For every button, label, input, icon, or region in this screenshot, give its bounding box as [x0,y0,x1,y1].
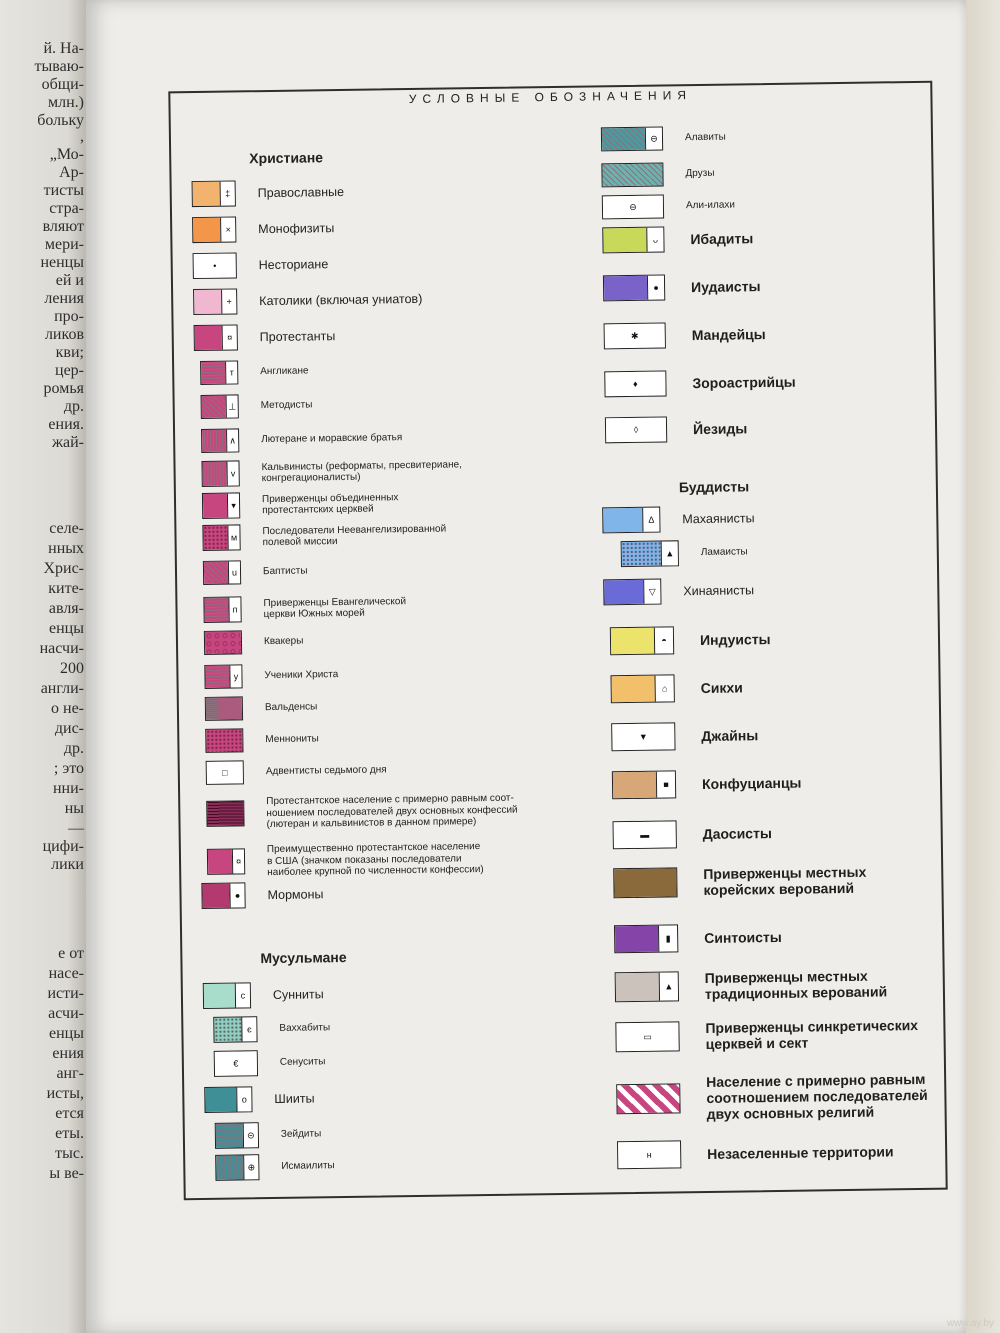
legend-label: Адвентисты седьмого дня [265,764,387,778]
legend-label: Джайны [701,727,759,744]
left-page-line: Хрис- [43,560,84,577]
swatch-fill [216,1123,243,1147]
legend-label: Исмаилиты [281,1160,335,1173]
legend-item [616,1071,928,1124]
legend-swatch [204,664,242,689]
legend-swatch [603,274,665,301]
legend-swatch [201,428,239,453]
left-page-line: 200 [60,660,84,677]
legend-label: Приверженцы объединенных протестантских церквей [261,491,399,517]
left-page-line: насчи- [39,640,84,657]
legend-item [604,369,796,398]
legend-symbol: ⊕ [243,1155,258,1179]
watermark: www.ay.by [946,1318,994,1329]
legend-label: Иудаисты [690,278,761,296]
swatch-fill [603,508,642,533]
legend-swatch [603,579,661,606]
legend-item [610,625,771,655]
legend-swatch [203,596,241,623]
swatch-fill [612,676,655,703]
legend-symbol: ⌂ [655,675,674,701]
left-page-line: ромья [43,380,84,397]
left-page-line: „Мо- [49,146,84,163]
left-page-line: Ар- [59,164,84,181]
legend-title: УСЛОВНЫЕ ОБОЗНАЧЕНИЯ [170,85,930,110]
left-page-line: нных [48,540,84,557]
legend-swatch [201,882,245,909]
swatch-fill [194,290,221,314]
legend-item [612,769,802,800]
legend-item [602,505,755,533]
legend-symbol: є [241,1017,256,1041]
legend-item [615,1017,918,1053]
legend-label: Православные [257,184,345,200]
legend-symbol: ᴗ [646,227,663,251]
left-page-line: тываю- [34,58,84,75]
legend-swatch [605,416,667,443]
legend-label: Протестанты [259,328,336,344]
legend-label: Меннониты [265,733,319,746]
legend-item [605,415,748,443]
legend-label: Приверженцы Евангелической церкви Южных морей [263,595,407,621]
swatch-fill [613,772,656,799]
legend-symbol: ¤ [232,850,244,874]
legend-swatch [617,1140,681,1169]
legend-symbol: ■ [656,771,675,797]
legend-item [203,981,324,1009]
swatch-fill [203,494,227,518]
legend-label: Приверженцы местных традиционных верований [704,967,888,1003]
left-page-line: е от [58,945,84,962]
legend-label: Друзы [685,168,715,180]
legend-label: Лютеране и моравские братья [261,432,403,446]
legend-item [204,1085,314,1113]
legend-symbol: ⊝ [243,1123,258,1147]
legend-item [192,179,345,207]
legend-label: Йезиды [692,420,748,438]
legend-swatch [601,162,663,187]
swatch-fill [204,598,228,622]
header-christians: Христиане [249,149,324,167]
legend-swatch [205,728,243,753]
swatch-fill [193,182,220,206]
left-page-line: др. [63,398,84,415]
swatch-fill [202,884,229,908]
legend-symbol: ‡ [220,181,235,205]
legend-swatch [193,288,237,315]
left-page-line: исты, [46,1085,84,1102]
legend-label: Последователи Неевангелизированной полевой миссии [262,523,447,549]
legend-symbol: ⊖ [603,195,663,218]
legend-label: Ваххабиты [279,1022,331,1035]
swatch-fill [202,396,226,418]
legend-label: Приверженцы синкретических церквей и сект [705,1017,919,1053]
legend-item [617,1137,894,1169]
left-page-line: др. [63,740,84,757]
legend-label: Зороастрийцы [692,373,796,392]
legend-symbol: п [228,597,240,621]
header-muslims: Мусульмане [260,948,347,967]
legend-swatch [215,1154,259,1181]
legend-symbol: ∧ [226,429,238,451]
left-page-line: ненцы [40,254,84,271]
legend-symbol: Δ [642,508,659,532]
legend-symbol: ● [647,275,664,299]
swatch-fill [622,542,661,567]
swatch-fill [206,729,242,752]
swatch-fill [205,1088,236,1112]
legend-label: Вальденсы [264,701,318,714]
left-page-line: насе- [48,965,84,982]
legend-swatch [614,924,678,953]
left-page-line: вляют [42,218,84,235]
legend-item [203,559,308,584]
legend-swatch [604,370,666,397]
legend-swatch [206,760,244,785]
swatch-fill [611,628,654,655]
legend-label: Али-илахи [685,199,736,212]
legend-item [200,359,309,385]
swatch-fill [615,926,658,953]
legend-symbol: ▬ [614,821,676,848]
legend-item [603,273,761,301]
legend-symbol: • [194,253,236,278]
legend-item [604,321,766,349]
legend-frame [168,81,947,1201]
legend-swatch [201,394,239,419]
legend-label: Сенуситы [279,1056,326,1069]
swatch-fill [604,580,643,605]
legend-symbol: ▲ [659,972,678,1000]
legend-label: Ибадиты [690,230,754,248]
legend-swatch [612,770,676,799]
legend-label: Мандейцы [691,326,766,344]
left-page-line: ления [44,290,84,307]
legend-label: Зейдиты [280,1128,322,1141]
swatch-fill [602,128,645,151]
left-page-line: нни- [52,780,84,797]
left-page-line: ; это [53,760,84,777]
legend-item [192,215,334,243]
legend-label: Баптисты [262,565,308,578]
legend-symbol: у [229,665,241,687]
legend-item [601,126,726,152]
left-page-line: ы ве- [49,1165,84,1182]
legend-item [214,1049,326,1077]
swatch-fill [616,973,659,1002]
legend-swatch [194,324,238,351]
legend-item [614,923,782,953]
legend-symbol: ⊖ [645,128,662,150]
legend-item [613,864,866,900]
legend-item [615,967,888,1003]
legend-swatch [615,971,679,1002]
legend-item [201,393,313,419]
swatch-fill [205,631,241,654]
legend-symbol: ▽ [643,580,660,604]
swatch-fill [614,868,676,897]
legend-label: Квакеры [263,635,304,648]
left-page-line: стра- [49,200,84,217]
left-page-line: тисты [43,182,84,199]
legend-symbol: ¤ [222,325,237,349]
legend-symbol: т [225,361,237,383]
legend-symbol: + [221,289,236,313]
legend-swatch [192,216,236,243]
swatch-fill [205,666,229,688]
swatch-fill [602,163,662,186]
swatch-fill [207,802,243,827]
left-page-line: жай- [51,434,84,451]
left-page-line: енцы [49,1025,84,1042]
legend-item [204,630,304,655]
legend-swatch [203,982,251,1009]
legend-symbol: ✱ [605,323,665,348]
legend-item [601,162,714,188]
legend-swatch [200,360,238,385]
legend-label: Индуисты [699,630,771,648]
legend-item [193,286,422,315]
left-page-line: авля- [48,600,84,617]
legend-item [207,841,484,879]
swatch-fill [206,697,242,720]
legend-symbol: с [235,983,250,1007]
left-page-line: енцы [49,620,84,637]
legend-label: Хинаянисты [683,583,755,599]
legend-item [215,1153,335,1181]
legend-label: Алавиты [684,131,726,144]
legend-swatch [214,1050,258,1077]
legend-swatch [611,722,675,751]
legend-item [610,673,743,703]
legend-symbol: ▭ [616,1022,678,1051]
left-page-line: больку [37,112,84,129]
legend-swatch [204,1086,252,1113]
legend-swatch [601,126,663,151]
swatch-fill [204,562,228,584]
left-page-line: ения [52,1045,84,1062]
legend-label: Приверженцы местных корейских верований [703,863,867,899]
legend-label: Население с примерно равным соотношением последователей двух основных религий [706,1070,928,1123]
legend-item [202,490,399,519]
legend-symbol: ⊥ [226,395,238,417]
legend-label: Конфуцианцы [701,774,802,792]
book-page [86,0,966,1333]
swatch-fill [216,1155,243,1179]
legend-label: Сунниты [272,987,324,1002]
swatch-fill [203,526,227,550]
legend-item [213,1015,330,1043]
legend-swatch [213,1016,257,1043]
legend-symbol: о [236,1087,251,1111]
legend-symbol: € [215,1051,257,1076]
legend-item [194,323,336,351]
legend-swatch [616,1083,680,1114]
legend-label: Монофизиты [258,220,335,236]
legend-symbol: ◊ [606,417,666,442]
legend-swatch [204,630,242,655]
legend-symbol: ● [229,883,244,907]
legend-label: Протестантское население с примерно равным соот- ношением последователей двух основных конфессий (лютеран и кальвинистов в данном примере) [266,792,518,831]
swatch-fill [604,276,647,301]
legend-item [201,457,462,487]
left-page-text [0,0,90,1333]
left-page-line: селе- [49,520,84,537]
swatch-fill [214,1017,241,1041]
left-page-line: млн.) [48,94,84,111]
legend-symbol: u [228,561,240,583]
left-page-line: цифи- [42,838,84,855]
left-page-line: о не- [51,700,84,717]
legend-swatch [610,674,674,703]
left-page-line: тыс. [55,1145,84,1162]
swatch-fill [202,462,226,486]
legend-label: Методисты [260,399,313,412]
legend-symbol: ◓ [654,627,673,653]
legend-item [602,225,753,253]
legend-item [602,193,735,219]
legend-item [215,1121,322,1148]
legend-swatch [202,492,240,519]
swatch-fill [617,1084,679,1113]
left-page-line: ны [64,800,84,817]
legend-symbol: × [220,217,235,241]
legend-swatch [602,226,664,253]
legend-swatch [610,626,674,655]
left-page-line: цер- [55,362,84,379]
legend-item [204,663,338,689]
legend-item [613,819,773,849]
left-page-line: ения. [48,416,84,433]
legend-swatch [202,524,240,551]
swatch-fill [201,362,225,384]
legend-item [603,577,754,605]
left-page-line: ликов [44,326,84,343]
left-page-line: ется [55,1105,84,1122]
legend-swatch [203,560,241,585]
legend-label: Англикане [260,365,309,378]
legend-symbol: ▾ [227,493,239,517]
left-page-line: анг- [56,1065,84,1082]
legend-swatch [215,1122,259,1149]
legend-label: Синтоисты [704,928,782,946]
left-page-line: англи- [40,680,84,697]
legend-swatch [201,460,239,487]
legend-label: Махаянисты [682,511,755,527]
legend-swatch [192,180,236,207]
legend-symbol: ▮ [658,925,677,951]
left-page-line: ките- [48,580,84,597]
swatch-fill [202,430,226,452]
swatch-fill [603,228,646,253]
legend-item [205,695,318,721]
legend-label: Даосисты [702,824,772,842]
legend-label: Ламаисты [700,546,748,559]
left-page-line: исти- [47,985,84,1002]
legend-symbol: □ [207,761,243,784]
legend-item [205,727,319,753]
legend-label: Мормоны [267,887,324,902]
left-page-line: кви; [55,344,84,361]
legend-item [203,594,406,623]
legend-label: Шииты [274,1091,315,1106]
legend-item [193,251,329,279]
legend-item [201,881,323,909]
left-page-line: про- [54,308,84,325]
legend-label: Незаселенные территории [707,1143,894,1162]
legend-item [202,522,446,551]
left-page-line: лики [51,856,84,873]
legend-item [621,539,748,567]
legend-symbol: ▼ [612,723,674,750]
left-page-line: й. На- [43,40,84,57]
legend-swatch [613,820,677,849]
legend-item [206,793,518,832]
left-page-line: — [68,820,84,837]
legend-item [201,426,402,453]
legend-label: Сикхи [700,679,743,696]
legend-symbol: ♦ [605,371,665,396]
legend-item [611,721,758,751]
left-page-line: , [80,128,84,145]
swatch-fill [195,326,222,350]
legend-symbol: ▲ [661,541,678,565]
legend-item [206,758,387,785]
swatch-fill [204,984,235,1008]
legend-label: Католики (включая униатов) [259,291,423,308]
left-page-line: асчи- [48,1005,84,1022]
legend-swatch [615,1021,679,1052]
legend-swatch [207,849,245,876]
legend-symbol: v [226,461,238,485]
legend-swatch [602,194,664,219]
legend-swatch [621,540,679,567]
left-page-line: дис- [54,720,84,737]
legend-swatch [602,507,660,534]
legend-label: Преимущественно протестантское население в США (значком показаны последователи наиболее крупной по численности конфессии) [266,841,484,879]
legend-label: Ученики Христа [264,669,339,682]
left-page-line: мери- [44,236,84,253]
legend-label: Несториане [258,256,329,272]
swatch-fill [208,850,232,874]
header-buddhists: Буддисты [678,478,750,496]
left-page-line: ей и [55,272,84,289]
legend-label: Кальвинисты (реформаты, пресвитериане, конгрегационалисты) [261,458,462,485]
legend-swatch [206,801,244,828]
legend-swatch [613,867,677,898]
left-page-line: общи- [41,76,84,93]
left-page-line: еты. [55,1125,84,1142]
legend-swatch [193,252,237,279]
legend-swatch [205,696,243,721]
swatch-fill [193,218,220,242]
legend-swatch [604,322,666,349]
legend-symbol: м [227,525,239,549]
legend-symbol: н [618,1141,680,1168]
